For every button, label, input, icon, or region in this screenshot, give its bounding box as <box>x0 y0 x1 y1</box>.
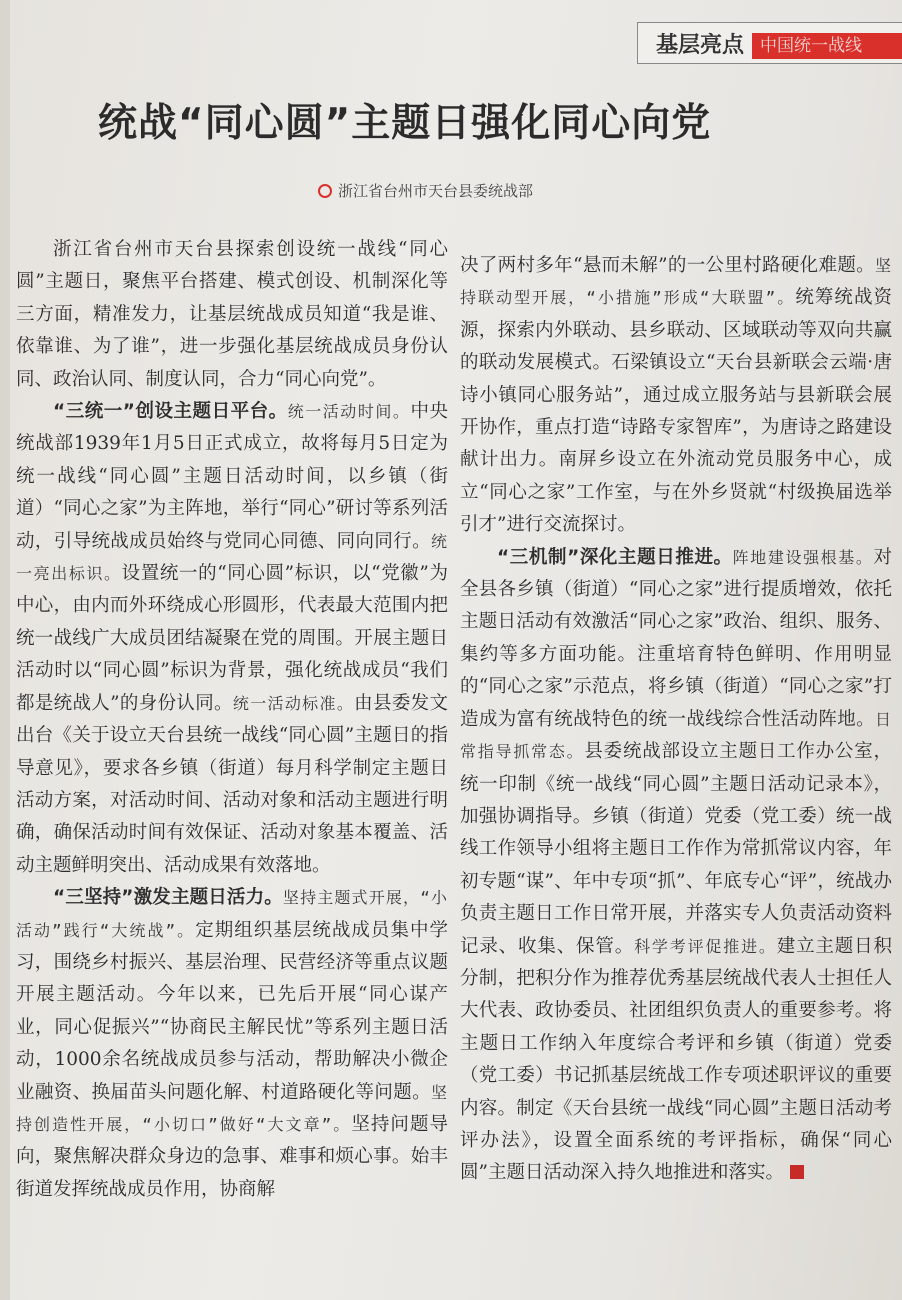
section2-sub3: 坚持联动型开展，“小措施”形成“大联盟”。 <box>460 256 892 308</box>
section3-paragraph <box>460 542 892 1190</box>
section3-sub3: 科学考评促推进。 <box>634 936 777 956</box>
section-tag <box>637 22 902 64</box>
end-square-icon <box>790 1165 804 1179</box>
section2-text3: 统筹统战资源，探索内外联动、县乡联动、区域联动等双向共赢的联动发展模式。石梁镇设立“天台县新联会云端·唐诗小镇同心服务站”，通过成立服务站与县新联会展开协作，重点打造“诗路专家智库”，为唐诗之路建设献计出力。南屏乡设立在外流动党员服务中心，成立“同心之家”工作室，与在外乡贤就“村级换届选举引才”进行交流探讨。 <box>460 287 892 536</box>
article-title: 统战“同心圆”主题日强化同心向党 <box>98 101 712 146</box>
circle-bullet-icon <box>318 184 332 198</box>
section1-sub1: 统一活动时间。 <box>287 402 411 422</box>
right-column <box>460 250 892 1190</box>
section1-text2: 设置统一的“同心圆”标识，以“党徽”为中心，由内而外环绕成心形圆形，代表最大范围内把统一战线广大成员团结凝聚在党的周围。开展主题日活动时以“同心圆”标识为背景，强化统战成员“我们都是统战人”的身份认同。 <box>16 563 448 714</box>
section1-text3: 由县委发文出台《关于设立天台县统一战线“同心圆”主题日的指导意见》，要求各乡镇（街道）每月科学制定主题日活动方案，对活动时间、活动对象和活动主题进行明确，确保活动时间有效保证、活动对象基本覆盖、活动主题鲜明突出、活动成果有效落地。 <box>16 692 448 876</box>
section-label: 基层亮点 <box>655 32 744 58</box>
section3-text3: 建立主题日积分制，把积分作为推荐优秀基层统战代表人士担任人大代表、政协委员、社团组织负责人的重要参考。将主题日工作纳入年度综合考评和乡镇（街道）党委（党工委）书记抓基层统战工作专项述职评议的重要内容。制定《天台县统一战线“同心圆”主题日活动考评办法》，设置全面系统的考评指标，确保“同心圆”主题日活动深入持久地推进和落实。 <box>460 935 892 1184</box>
section3-sub1: 阵地建设强根基。 <box>732 547 874 567</box>
left-column <box>16 234 448 1206</box>
column-label: 中国统一战线 <box>752 33 902 59</box>
section1-sub2: 统一亮出标识。 <box>16 531 448 584</box>
section2-text1: 定期组织基层统战成员集中学习，围绕乡村振兴、基层治理、民营经济等重点议题开展主题活动。今年以来，已先后开展“同心谋产业，同心促振兴”“协商民主解民忧”等系列主题日活动，1000余名统战成员参与活动，帮助解决小微企业融资、换届苗头问题化解、村道路硬化等问题。 <box>16 919 448 1103</box>
section2-heading: “三坚持”激发主题日活力。 <box>53 887 283 909</box>
section1-paragraph <box>16 396 448 882</box>
section3-sub2: 日常指导抓常态。 <box>460 709 892 762</box>
author-name: 浙江省台州市天台县委统战部 <box>338 182 534 200</box>
section2-sub2: 坚持创造性开展，“小切口”做好“大文章”。 <box>16 1082 448 1134</box>
section1-heading: “三统一”创设主题日平台。 <box>53 401 288 423</box>
section3-text1: 对全县各乡镇（街道）“同心之家”进行提质增效，依托主题日活动有效激活“同心之家”政治、组织、服务、集约等多方面功能。注重培育特色鲜明、作用明显的“同心之家”示范点，将乡镇（街道）“同心之家”打造成为富有统战特色的统一战线综合性活动阵地。 <box>460 546 892 730</box>
section2-text2: 坚持问题导向，聚焦解决群众身边的急事、难事和烦心事。始丰街道发挥统战成员作用，协商解 <box>16 1113 448 1200</box>
intro-paragraph: 浙江省台州市天台县探索创设统一战线“同心圆”主题日，聚焦平台搭建、模式创设、机制深化等三方面，精准发力，让基层统战成员知道“我是谁、依靠谁、为了谁”，进一步强化基层统战成员身份认同、政治认同、制度认同，合力“同心向党”。 <box>16 239 448 390</box>
section2-continued <box>460 250 892 542</box>
section2-paragraph <box>16 882 448 1206</box>
section2-sub1: 坚持主题式开展，“小活动”践行“大统战”。 <box>16 888 448 940</box>
section3-text2: 县委统战部设立主题日工作办公室，统一印制《统一战线“同心圆”主题日活动记录本》，加强协调指导。乡镇（街道）党委（党工委）统一战线工作领导小组将主题日工作作为常抓常议内容，年初专题“谋”、年中专项“抓”、年底专心“评”，统战办负责主题日工作日常开展，并落实专人负责活动资料记录、收集、保管。 <box>460 741 892 957</box>
section2-text2-tail: 决了两村多年“悬而未解”的一公里村路硬化难题。 <box>460 255 875 276</box>
section1-text1: 中央统战部1939年1月5日正式成立，故将每月5日定为统一战线“同心圆”主题日活动时间，以乡镇（街道）“同心之家”为主阵地，举行“同心”研讨等系列活动，引导统战成员始终与党同心同德、同向同行。 <box>16 401 448 552</box>
byline <box>318 180 533 201</box>
section1-sub3: 统一活动标准。 <box>232 693 355 713</box>
section3-heading: “三机制”深化主题日推进。 <box>497 546 733 568</box>
magazine-page <box>10 0 902 1300</box>
